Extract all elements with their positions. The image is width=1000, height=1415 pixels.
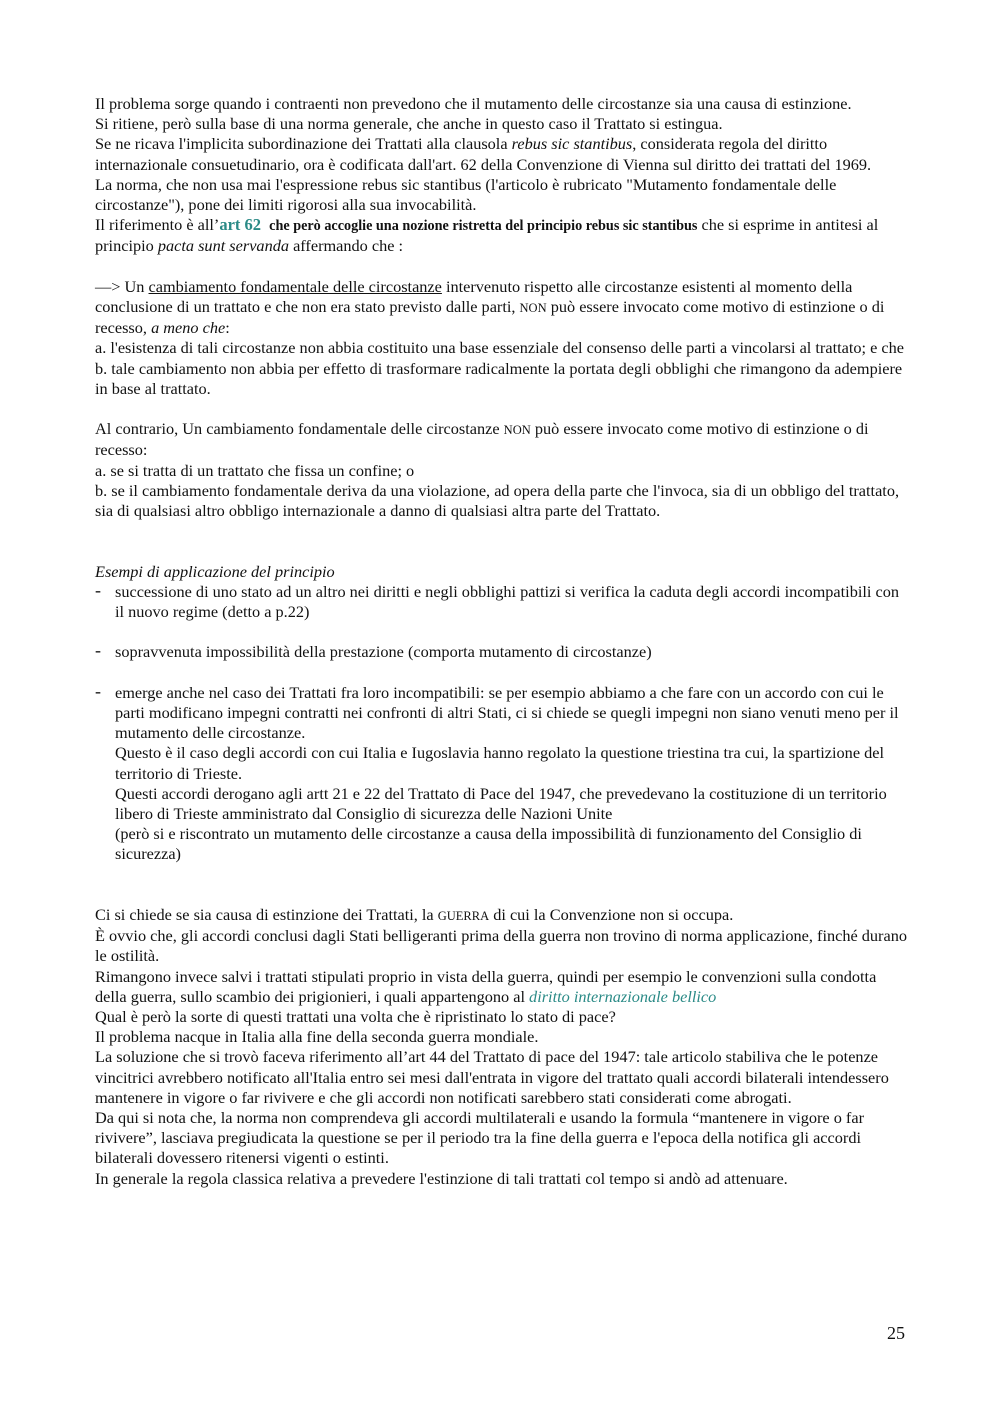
small-caps-word: NON [519,301,547,316]
dash-bullet: - [95,640,101,661]
paragraph: Qual è però la sorte di questi trattati una volta che è ripristinato lo stato di pace? [95,1007,616,1027]
paragraph: —> Un cambiamento fondamentale delle circostanze intervenuto rispetto alle circostanze esistenti al momento della conclusione di un trattato e che non era stato previsto dalle parti, NON può essere invocato come motivo di estinzione o di recesso, a meno che: [95,276,885,338]
bullet-item: - successione di uno stato ad un altro nei diritti e negli obblighi pattizi si verifica la caduta degli accordi incompatibili con il nuovo regime (detto a p.22) [95,579,899,622]
document-body [95,94,910,1189]
paragraph: In generale la regola classica relativa a prevedere l'estinzione di tali trattati col tempo si andò ad attenuare. [95,1168,788,1188]
dash-bullet: - [95,579,101,600]
paragraph: La soluzione che si trovò faceva riferimento all’art 44 del Trattato di pace del 1947: tale articolo stabiliva che le potenze vincitrici avrebbero notificato all'Italia entro sei mesi dall'entrata in vigore del trattato quali accordi bilaterali intendessero mantenere in vigore o far rivivere e che gli accordi non notificati sarebbero stati considerati come abrogati. [95,1047,889,1107]
list-item: a. se si tratta di un trattato che fissa un confine; o [95,460,415,480]
small-caps-word: NON [503,423,531,438]
paragraph: Al contrario, Un cambiamento fondamentale delle circostanze NON può essere invocato come motivo di estinzione o di recesso: [95,419,869,460]
bullet-item: - sopravvenuta impossibilità della prestazione (comporta mutamento di circostanze) [95,640,652,662]
paragraph: Da qui si nota che, la norma non comprendeva gli accordi multilaterali e usando la formula “mantenere in vigore o far rivivere”, lasciava pregiudicata la questione se per il periodo tra la fine della guerra e l'epoca della notifica gli accordi bilaterali dovessero ritenersi vigenti o estinti. [95,1108,865,1168]
paragraph: È ovvio che, gli accordi conclusi dagli Stati belligeranti prima della guerra non trovino di norma applicazione, finché durano le ostilità. [95,926,907,966]
emphasis: a meno che [151,318,226,338]
list-item: b. tale cambiamento non abbia per effetto di trasformare radicalmente la portata degli obblighi che rimangono da adempiere in base al trattato. [95,358,903,398]
bold-phrase: che però accoglie una nozione ristretta del principio rebus sic stantibus [269,218,698,235]
paragraph: Il problema sorge quando i contraenti non prevedono che il mutamento delle circostanze sia una causa di estinzione. [95,94,852,113]
article-reference: art 62 [219,215,262,235]
underlined-term: cambiamento fondamentale delle circostanze [148,276,442,296]
paragraph: Si ritiene, però sulla base di una norma generale, che anche in questo caso il Trattato si estingua. [95,114,723,134]
list-item: a. l'esistenza di tali circostanze non abbia costituito una base essenziale del consenso delle parti a vincolarsi al trattato; e che [95,338,904,358]
small-caps-word: GUERRA [437,909,490,924]
paragraph: Il riferimento è all’art 62 che però accoglie una nozione ristretta del principio rebus sic stantibus che si esprime in antitesi al principio pacta sunt servanda affermando che : [95,215,879,256]
paragraph: Se ne ricava l'implicita subordinazione dei Trattati alla clausola rebus sic stantibus, considerata regola del diritto internazionale consuetudinario, ora è codificata dall'art. 62 della Convenzione di Vienna sul diritto dei trattati del 1969. [95,134,872,174]
link-diritto-internazionale-bellico[interactable]: diritto internazionale bellico [529,986,717,1006]
dash-bullet: - [95,680,101,701]
page-number: 25 [887,1323,905,1343]
bullet-item: - emerge anche nel caso dei Trattati fra loro incompatibili: se per esempio abbiamo a che fare con un accordo con cui le parti modificano impegni contratti nei confronti di altri Stati, ci si chiede se quegli impegni non siano venuti meno per il mutamento delle circostanze. Questo è il caso degli accordi con cui Italia e Iugoslavia hanno regolato la questione triestina tra cui, la spartizione del territorio di Trieste. Questi accordi derogano agli artt 21 e 22 del Trattato di Pace del 1947, che prevedevano la costituzione di un territorio libero di Trieste amministrato dal Consiglio di sicurezza delle Nazioni Unite (però si e riscontrato un mutamento delle circostanze a causa della impossibilità di funzionamento del Consiglio di sicurezza) [95,680,899,864]
paragraph: Rimangono invece salvi i trattati stipulati proprio in vista della guerra, quindi per esempio le convenzioni sulla condotta della guerra, sullo scambio dei prigionieri, i quali appartengono al diritto internazionale bellico [95,966,877,1006]
paragraph: Il problema nacque in Italia alla fine della seconda guerra mondiale. [95,1027,539,1047]
latin-term: pacta sunt servanda [157,236,289,256]
list-item: b. se il cambiamento fondamentale deriva da una violazione, ad opera della parte che l'invoca, sia di un obbligo del trattato, sia di qualsiasi altro obbligo internazionale a danno di qualsiasi altra parte del Trattato. [95,480,900,521]
paragraph: La norma, che non usa mai l'espressione rebus sic stantibus (l'articolo è rubricato "Mutamento fondamentale delle circostanze"), pone dei limiti rigorosi alla sua invocabilità. [95,174,837,215]
paragraph: Ci si chiede se sia causa di estinzione dei Trattati, la GUERRA di cui la Convenzione non si occupa. [95,905,734,925]
latin-term: rebus sic stantibus [511,134,633,154]
section-heading: Esempi di applicazione del principio [95,561,335,581]
